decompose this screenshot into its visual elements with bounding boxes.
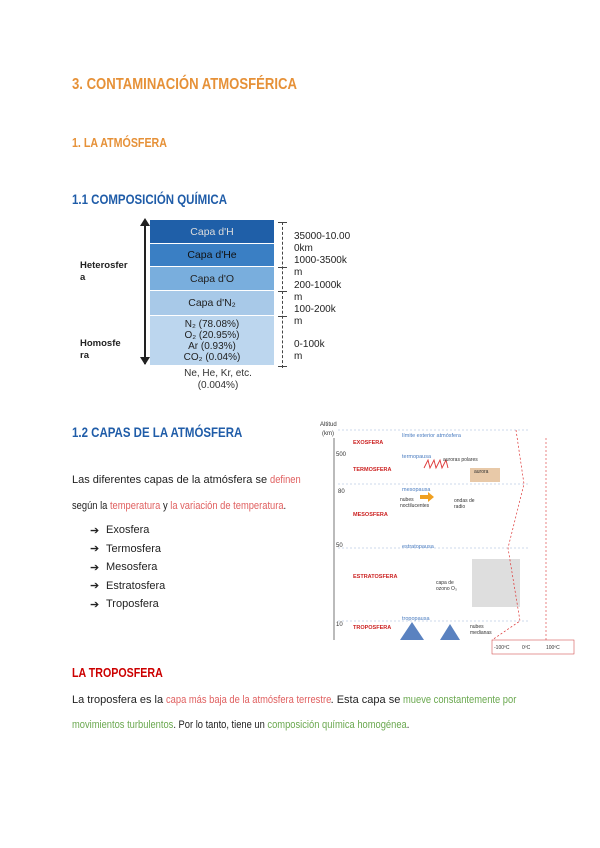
annotation: auroras polares: [443, 457, 478, 463]
gas-ar: Ar (0.93%): [188, 340, 236, 352]
altitude-scale-line: [282, 222, 283, 368]
capas-paragraph-line-1: [72, 474, 306, 486]
highlight-variacion: la variación de temperatura: [170, 500, 284, 512]
altitude-tick: [278, 222, 287, 223]
atmosphere-layers-diagram: [320, 416, 578, 656]
layer-helium: Capa d'He: [150, 244, 274, 267]
boundary-label: termopausa: [402, 454, 432, 460]
text: según la: [72, 500, 110, 512]
altitude-tick: [278, 291, 287, 292]
annotation: aurora: [474, 469, 489, 475]
annotation: capa de ozono O₃: [436, 580, 457, 592]
altitude-tick-label: 10: [336, 622, 343, 628]
arrow-right-icon: ➔: [90, 561, 100, 574]
altitude-tick: [278, 316, 287, 317]
layer-name-troposfera: TROPOSFERA: [353, 625, 392, 631]
layer-name-estratosfera: ESTRATOSFERA: [353, 574, 398, 580]
boundary-label: límite exterior atmósfera: [402, 433, 461, 439]
gas-co2: CO₂ (0.04%): [183, 351, 241, 363]
text: .: [283, 500, 287, 512]
layer-name-mesosfera: MESOSFERA: [353, 512, 388, 518]
axis-title-altitud: Altitud: [320, 422, 337, 428]
section-heading-troposfera: LA TROPOSFERA: [72, 665, 163, 680]
arrow-right-icon: ➔: [90, 580, 100, 593]
list-item-label: Troposfera: [106, 598, 159, 611]
altitude-tick-label: 50: [336, 543, 343, 549]
other-gases-names: Ne, He, Kr, etc.: [184, 368, 252, 379]
temperature-profile-line: [492, 430, 524, 640]
capas-paragraph-line-2: [72, 500, 324, 512]
annotation: ondas de radio: [454, 498, 475, 510]
highlight-composicion: composición química homogénea: [267, 719, 407, 731]
arrow-right-icon: ➔: [90, 598, 100, 611]
boundary-label: tropopausa: [402, 616, 430, 622]
altitude-tick: [278, 267, 287, 268]
list-item-label: Estratosfera: [106, 579, 166, 592]
section-heading-atmosfera: 1. LA ATMÓSFERA: [72, 135, 167, 150]
layer-nitrogen: Capa d'N₂: [150, 291, 274, 316]
text: Las diferentes capas de la atmósfera se: [72, 474, 271, 486]
arrow-right-icon: ➔: [90, 524, 100, 537]
layer-name-termosfera: TERMOSFERA: [353, 467, 392, 473]
annotation: nubes noctilucentes: [400, 497, 430, 509]
other-gases: [158, 368, 278, 392]
altitude-tick: [278, 366, 287, 367]
list-item: [90, 595, 165, 614]
homosphere-label: Homosfe ra: [80, 338, 121, 361]
height-axis-line: [144, 224, 146, 364]
section-heading-capas: 1.2 CAPAS DE LA ATMÓSFERA: [72, 424, 243, 440]
arrow-down-icon: [140, 357, 150, 365]
layer-hydrogen: Capa d'H: [150, 220, 274, 244]
gas-o2: O₂ (20.95%): [184, 329, 240, 341]
text: y: [160, 500, 171, 512]
list-item: [90, 577, 165, 596]
highlight-capa-baja: capa más baja de la atmósfera terrestre: [166, 694, 332, 706]
other-gases-percent: (0.004%): [197, 380, 239, 391]
text: . Por lo tanto, tiene un: [173, 719, 268, 731]
list-item-label: Mesosfera: [106, 561, 158, 574]
highlight-temperatura: temperatura: [109, 500, 161, 512]
temperature-tick: -100ºC: [494, 645, 510, 651]
troposfera-paragraph-line-1: [72, 694, 537, 706]
altitude-hydrogen: 35000-10.00 0km: [294, 231, 351, 254]
meteor-icon: [420, 492, 434, 502]
layer-name-exosfera: EXOSFERA: [353, 440, 384, 446]
text: La troposfera es la: [72, 694, 167, 706]
storm-cloud-icon: [440, 624, 460, 640]
layer-homosphere: [150, 316, 274, 366]
text: . Esta capa se: [330, 694, 404, 706]
troposfera-paragraph-line-2: [72, 719, 469, 731]
list-item: [90, 540, 165, 559]
altitude-nitrogen: 100-200k m: [294, 304, 336, 327]
annotation: nubes medianas: [470, 624, 492, 636]
section-heading-composicion: 1.1 COMPOSICIÓN QUÍMICA: [72, 191, 228, 207]
list-item: [90, 521, 165, 540]
altitude-tick-label: 500: [336, 452, 347, 458]
temperature-tick: 100ºC: [546, 645, 560, 651]
list-item: [90, 558, 165, 577]
list-item-label: Termosfera: [106, 542, 162, 555]
ozone-layer-block: [472, 559, 520, 607]
highlight-movimientos: movimientos turbulentos: [72, 719, 174, 731]
axis-title-km: (km): [322, 431, 334, 437]
mountain-icon: [400, 622, 424, 640]
capas-list: [90, 521, 165, 614]
highlight-mueve: mueve constantemente por: [403, 694, 517, 706]
temperature-tick: 0ºC: [522, 645, 531, 651]
altitude-tick-label: 80: [338, 489, 345, 495]
composition-diagram: [78, 218, 378, 398]
altitude-oxygen: 200-1000k m: [294, 280, 342, 303]
list-item-label: Exosfera: [106, 524, 150, 537]
boundary-label: estratopausa: [402, 544, 434, 550]
heterosphere-label: Heterosfer a: [80, 260, 128, 283]
layer-oxygen: Capa d'O: [150, 267, 274, 291]
text: .: [406, 719, 410, 731]
gas-n2: N₂ (78.08%): [184, 318, 240, 330]
highlight-definen: definen: [270, 474, 301, 486]
altitude-homosphere: 0-100k m: [294, 339, 325, 362]
arrow-right-icon: ➔: [90, 543, 100, 556]
boundary-label: mesopausa: [402, 487, 431, 493]
altitude-helium: 1000-3500k m: [294, 255, 347, 278]
document-title: 3. CONTAMINACIÓN ATMOSFÉRICA: [72, 76, 297, 93]
